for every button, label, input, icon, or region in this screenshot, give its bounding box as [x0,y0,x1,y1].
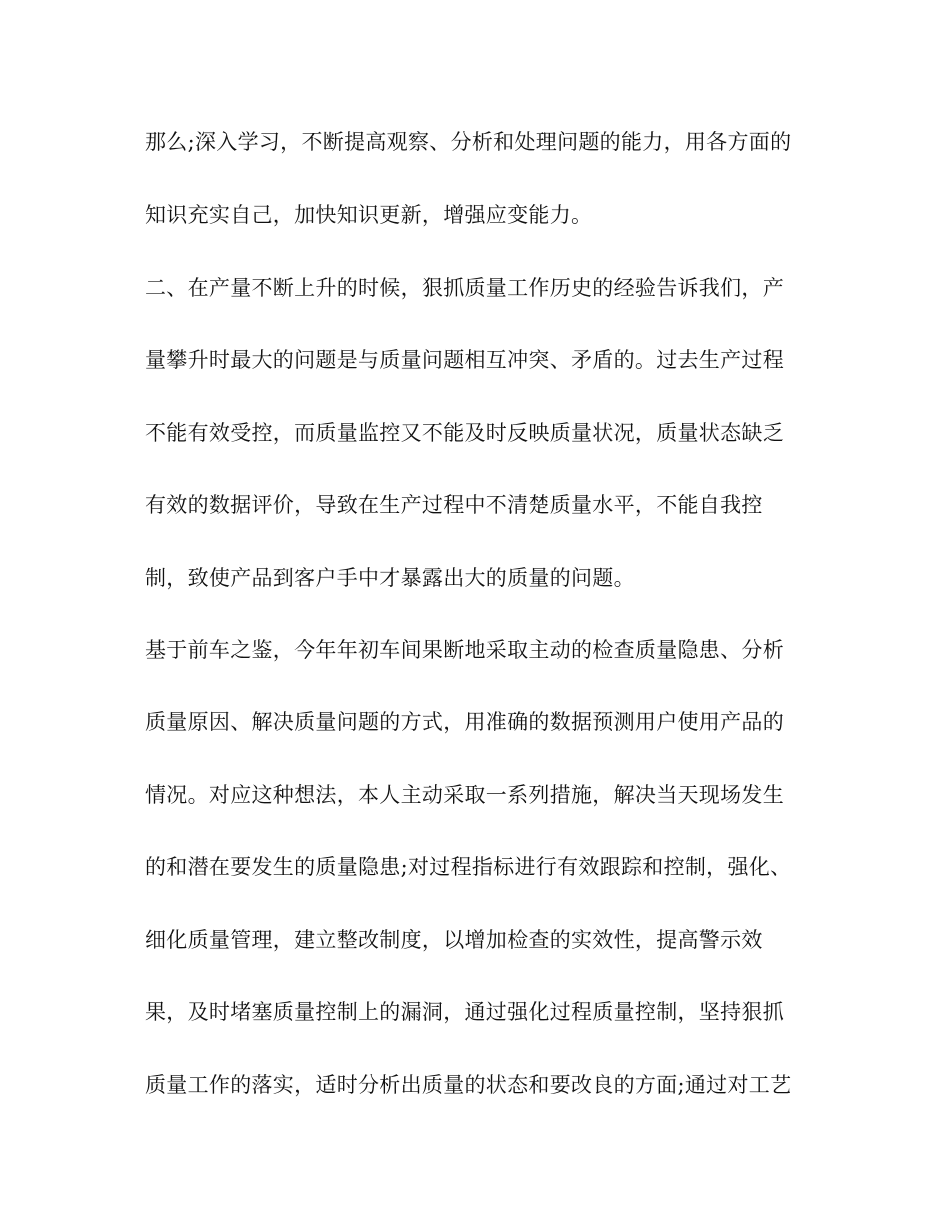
text-line: 不能有效受控，而质量监控又不能及时反映质量状况，质量状态缺乏 [145,421,784,445]
text-line: 量攀升时最大的问题是与质量问题相互冲突、矛盾的。过去生产过程 [145,348,784,372]
text-line: 的和潜在要发生的质量隐患;对过程指标进行有效跟踪和控制，强化、 [145,855,792,879]
text-line: 有效的数据评价，导致在生产过程中不清楚质量水平，不能自我控 [145,493,763,517]
text-line: 那么;深入学习，不断提高观察、分析和处理问题的能力，用各方面的 [145,130,792,154]
text-line: 制，致使产品到客户手中才暴露出大的质量的问题。 [145,566,635,590]
text-line: 果，及时堵塞质量控制上的漏洞，通过强化过程质量控制，坚持狠抓 [145,1000,784,1024]
text-line: 基于前车之鉴，今年年初车间果断地采取主动的检查质量隐患、分析 [145,638,784,662]
text-line: 细化质量管理，建立整改制度，以增加检查的实效性，提高警示效 [145,928,763,952]
text-line: 质量原因、解决质量问题的方式，用准确的数据预测用户使用产品的 [145,710,784,734]
text-line: 知识充实自己，加快知识更新，增强应变能力。 [145,203,593,227]
text-line: 情况。对应这种想法，本人主动采取一系列措施，解决当天现场发生 [145,783,784,807]
text-line: 质量工作的落实，适时分析出质量的状态和要改良的方面;通过对工艺 [145,1073,792,1097]
text-line: 二、在产量不断上升的时候，狠抓质量工作历史的经验告诉我们，产 [145,276,784,300]
